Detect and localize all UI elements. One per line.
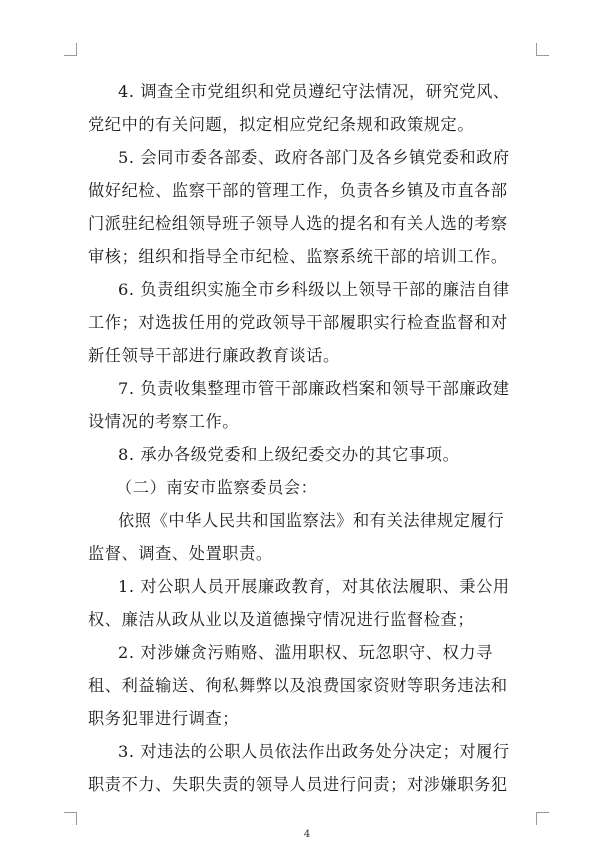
paragraph-line: 设情况的考察工作。 xyxy=(88,412,240,431)
paragraph-line: 7. 负责收集整理市管干部廉政档案和领导干部廉政建 xyxy=(118,379,510,398)
paragraph-line: 权、廉洁从政从业以及道德操守情况进行监督检查； xyxy=(88,610,475,629)
paragraph-line: 4. 调查全市党组织和党员遵纪守法情况，研究党风、 xyxy=(118,82,510,101)
crop-mark-top-left xyxy=(64,43,77,56)
paragraph-line: 审核；组织和指导全市纪检、监察系统干部的培训工作。 xyxy=(88,247,508,266)
paragraph-line: 门派驻纪检组领导班子领导人选的提名和有关人选的考察 xyxy=(88,214,508,233)
paragraph-line: 工作；对选拔任用的党政领导干部履职实行检查监督和对 xyxy=(88,313,508,332)
paragraph-line: 职务犯罪进行调查； xyxy=(88,709,240,728)
paragraph-line: 6. 负责组织实施全市乡科级以上领导干部的廉洁自律 xyxy=(118,280,510,299)
section-heading: （二）南安市监察委员会： xyxy=(116,478,318,497)
paragraph-line: 8. 承办各级党委和上级纪委交办的其它事项。 xyxy=(118,445,460,464)
paragraph-line: 监督、调查、处置职责。 xyxy=(88,544,273,563)
paragraph-line: 依照《中华人民共和国监察法》和有关法律规定履行 xyxy=(118,511,505,530)
paragraph-line: 租、利益输送、徇私舞弊以及浪费国家资财等职务违法和 xyxy=(88,676,508,695)
crop-mark-bottom-left xyxy=(64,812,77,825)
paragraph-line: 3. 对违法的公职人员依法作出政务处分决定；对履行 xyxy=(118,742,510,761)
crop-mark-bottom-right xyxy=(536,812,549,825)
paragraph-line: 党纪中的有关问题，拟定相应党纪条规和政策规定。 xyxy=(88,115,475,134)
paragraph-line: 职责不力、失职失责的领导人员进行问责；对涉嫌职务犯 xyxy=(88,775,508,794)
page-number: 4 xyxy=(303,829,311,840)
paragraph-line: 5. 会同市委各部委、政府各部门及各乡镇党委和政府 xyxy=(118,148,510,167)
paragraph-line: 2. 对涉嫌贪污贿赂、滥用职权、玩忽职守、权力寻 xyxy=(118,643,493,662)
paragraph-line: 做好纪检、监察干部的管理工作，负责各乡镇及市直各部 xyxy=(88,181,508,200)
paragraph-line: 新任领导干部进行廉政教育谈话。 xyxy=(88,346,340,365)
paragraph-line: 1. 对公职人员开展廉政教育，对其依法履职、秉公用 xyxy=(118,577,510,596)
crop-mark-top-right xyxy=(536,43,549,56)
